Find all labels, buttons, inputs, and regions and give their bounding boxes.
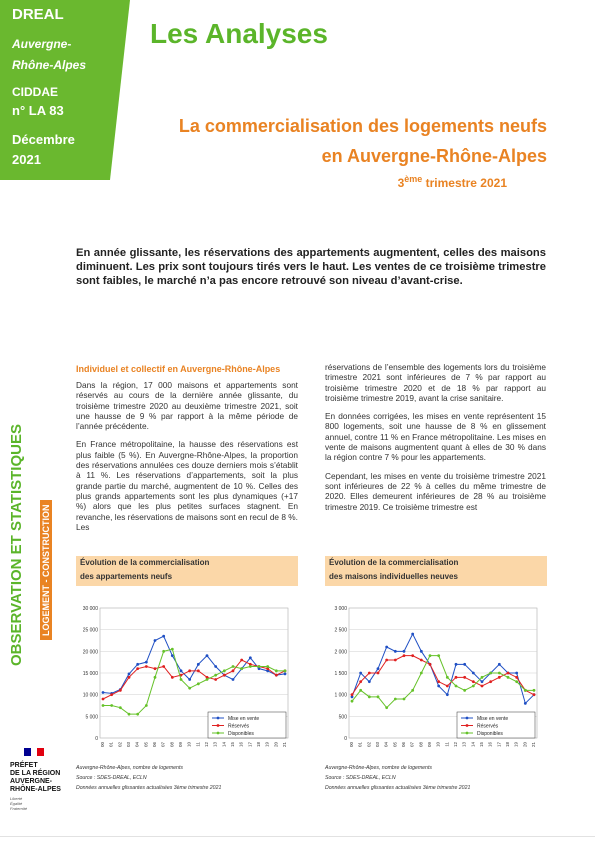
side-subtitle: LOGEMENT - CONSTRUCTION (40, 501, 52, 641)
data-point (411, 689, 414, 692)
chart-source-left (76, 763, 221, 793)
x-tick-label: 19 (513, 742, 519, 748)
prefet-line: DE LA RÉGION (10, 770, 61, 777)
data-point (385, 646, 388, 649)
data-point (145, 704, 148, 707)
data-point (515, 680, 518, 683)
x-tick-label: 07 (160, 742, 166, 748)
data-point (524, 702, 527, 705)
page-bottom-line (0, 836, 595, 837)
data-point (232, 678, 235, 681)
chart-title-line2: des maisons individuelles neuves (329, 572, 458, 581)
x-tick-label: 21 (282, 742, 287, 748)
data-point (385, 659, 388, 662)
source-line: Source : SDES-DREAL, ECLN (76, 775, 147, 781)
x-tick-label: 06 (152, 742, 157, 748)
devise (10, 796, 90, 811)
x-tick-label: 10 (435, 742, 441, 748)
data-point (162, 635, 165, 638)
collection-name: CIDDAE (12, 85, 59, 99)
body-column-left (76, 380, 298, 540)
data-point (223, 674, 226, 677)
legend-marker (466, 717, 469, 720)
data-point (472, 685, 475, 688)
y-tick-label: 20 000 (82, 649, 98, 656)
legend-label: Réservés (228, 723, 250, 730)
data-point (102, 691, 105, 694)
data-point (232, 669, 235, 672)
x-tick-label: 20 (273, 742, 279, 748)
data-point (188, 687, 191, 690)
chart-title-line2: des appartements neufs (80, 572, 173, 581)
data-point (498, 676, 501, 679)
data-point (420, 650, 423, 653)
issue-year: 2021 (12, 152, 41, 167)
y-tick-label: 3 000 (334, 606, 347, 612)
data-point (498, 663, 501, 666)
data-point (188, 669, 191, 672)
source-line: Données annuelles glissantes actualisées 3ème trimestre 2021 (76, 785, 222, 791)
side-title: OBSERVATION ET STATISTIQUES (8, 424, 25, 666)
prefet-line: RHÔNE-ALPES (10, 786, 61, 793)
x-tick-label: 15 (230, 742, 235, 748)
data-point (403, 650, 406, 653)
flag-white (31, 748, 38, 756)
data-point (351, 693, 354, 696)
data-point (110, 693, 113, 696)
chart-appartements (76, 556, 298, 756)
data-point (102, 698, 105, 701)
data-point (515, 676, 518, 679)
data-point (351, 700, 354, 703)
data-point (197, 663, 200, 666)
issue-month: Décembre (12, 132, 75, 147)
data-point (429, 663, 432, 666)
data-point (162, 665, 165, 668)
data-point (249, 665, 252, 668)
data-point (463, 676, 466, 679)
data-point (214, 678, 217, 681)
marianne-flag-icon (24, 748, 44, 756)
data-point (128, 713, 131, 716)
data-point (377, 672, 380, 675)
data-point (411, 654, 414, 657)
x-tick-label: 17 (247, 742, 253, 748)
x-tick-label: 09 (427, 742, 432, 748)
devise-line: Liberté (10, 796, 23, 801)
data-point (394, 650, 397, 653)
data-point (481, 680, 484, 683)
data-point (437, 680, 440, 683)
data-point (394, 698, 397, 701)
data-point (515, 672, 518, 675)
x-tick-label: 04 (383, 742, 389, 748)
x-tick-label: 01 (357, 742, 363, 748)
data-point (472, 672, 475, 675)
data-point (145, 665, 148, 668)
data-point (377, 667, 380, 670)
data-point (145, 661, 148, 664)
series-name: Les Analyses (150, 18, 328, 49)
legend-marker (217, 724, 220, 727)
chart-svg (76, 600, 298, 756)
data-point (249, 656, 252, 659)
x-tick-label: 12 (453, 742, 458, 748)
x-tick-label: 03 (126, 742, 131, 748)
devise-line: Égalité (10, 801, 23, 806)
x-tick-label: 09 (178, 742, 183, 748)
data-point (275, 669, 278, 672)
data-point (403, 698, 406, 701)
data-point (533, 693, 536, 696)
issue-number: n° LA 83 (12, 103, 64, 118)
legend-label: Disponibles (477, 731, 503, 737)
x-tick-label: 17 (496, 742, 502, 748)
data-point (359, 672, 362, 675)
data-point (136, 713, 139, 716)
data-point (136, 667, 139, 670)
flag-red (37, 748, 44, 756)
devise-line: Fraternité (10, 806, 28, 811)
data-point (102, 704, 105, 707)
legend-marker (466, 732, 469, 735)
chart-source-right (325, 763, 470, 793)
data-point (455, 676, 458, 679)
x-tick-label: 07 (409, 742, 415, 748)
data-point (411, 633, 414, 636)
x-tick-label: 16 (238, 742, 244, 748)
data-point (368, 680, 371, 683)
y-tick-label: 15 000 (82, 671, 98, 677)
x-tick-label: 08 (418, 742, 424, 748)
x-tick-label: 13 (461, 742, 467, 748)
data-point (154, 639, 157, 642)
prefet-line: AUVERGNE- (10, 778, 53, 785)
source-line: Auvergne-Rhône-Alpes, nombre de logements (325, 765, 432, 771)
x-tick-label: 18 (256, 742, 261, 748)
x-tick-label: 01 (108, 742, 114, 748)
y-tick-label: 1 500 (334, 671, 347, 677)
x-tick-label: 18 (505, 742, 510, 748)
paragraph: En données corrigées, les mises en vente représentent 15 800 logements, soit une hausse de 8 % en glissement annuel, contre 11 % en France métropolitaine. Les mises en vente de maisons augmentent quant à elles de 30 % dans la région contre 7 % pour les appartements. (325, 411, 546, 463)
data-point (171, 654, 174, 657)
x-tick-label: 11 (195, 742, 201, 747)
data-point (214, 665, 217, 668)
legend-label: Réservés (477, 723, 499, 730)
x-tick-label: 16 (487, 742, 493, 748)
data-point (223, 669, 226, 672)
y-tick-label: 1 000 (334, 692, 347, 699)
data-point (403, 654, 406, 657)
data-point (180, 669, 183, 672)
x-tick-label: 02 (366, 742, 372, 748)
legend-label: Mise en vente (228, 716, 260, 722)
prefet-name (10, 762, 90, 794)
data-point (162, 650, 165, 653)
data-point (128, 672, 131, 675)
data-point (266, 665, 269, 668)
prefet-logo (10, 748, 90, 811)
x-tick-label: 10 (186, 742, 192, 748)
data-point (368, 672, 371, 675)
data-point (171, 676, 174, 679)
data-point (119, 706, 122, 709)
chart-maisons (325, 556, 547, 756)
data-point (507, 672, 510, 675)
x-tick-label: 05 (143, 742, 149, 748)
section-heading: Individuel et collectif en Auvergne-Rhône-Alpes (76, 364, 281, 374)
data-point (154, 667, 157, 670)
paragraph: réservations de l’ensemble des logements lors du troisième trimestre 2021 sont inférieures de 7 % par rapport au troisième trimestre 2020 et de 18 % par rapport au troisième trimestre 2019, avant la crise sanitaire. (325, 362, 546, 403)
source-line: Données annuelles glissantes actualisées 3ème trimestre 2021 (325, 785, 471, 791)
data-point (455, 663, 458, 666)
legend-marker (217, 732, 220, 735)
data-point (275, 674, 278, 677)
region-line1: Auvergne- (12, 37, 72, 51)
data-point (284, 672, 287, 675)
y-tick-label: 500 (338, 714, 347, 721)
data-point (533, 689, 536, 692)
data-point (455, 685, 458, 688)
source-line: Auvergne-Rhône-Alpes, nombre de logements (76, 765, 183, 771)
x-tick-label: 15 (479, 742, 484, 748)
x-tick-label: 00 (100, 742, 105, 748)
x-tick-label: 03 (375, 742, 380, 748)
legend-label: Mise en vente (477, 716, 509, 722)
x-tick-label: 02 (117, 742, 123, 748)
paragraph: Dans la région, 17 000 maisons et appartements sont réservés au cours de la dernière année glissante, du troisième trimestre 2020 au deuxième trimestre 2021, soit une hausse de 9 % par rapport à la même période de l’année précédente. (76, 380, 298, 432)
data-point (368, 695, 371, 698)
paragraph: Cependant, les mises en vente du troisième trimestre 2021 sont inférieures de 22 % à celles du même trimestre de 2020. Elles demeurent inférieures de 28 % au troisième trimestre 2019. Ce troisième trimestre est (325, 470, 546, 512)
data-point (481, 685, 484, 688)
chart-title-line1: Évolution de la commercialisation (329, 558, 459, 567)
data-point (472, 680, 475, 683)
chart-header (76, 556, 298, 586)
data-point (136, 663, 139, 666)
data-point (197, 682, 200, 685)
data-point (128, 676, 131, 679)
x-tick-label: 00 (349, 742, 354, 748)
data-point (171, 648, 174, 651)
data-point (119, 689, 122, 692)
data-point (481, 676, 484, 679)
legend-label: Disponibles (228, 731, 254, 737)
x-tick-label: 19 (264, 742, 270, 748)
y-tick-label: 10 000 (82, 692, 98, 699)
data-point (206, 678, 209, 681)
data-point (489, 680, 492, 683)
data-point (420, 672, 423, 675)
data-point (284, 669, 287, 672)
y-tick-label: 2 500 (334, 627, 347, 634)
chart-title-line1: Évolution de la commercialisation (80, 558, 210, 567)
x-tick-label: 05 (392, 742, 398, 748)
flag-blue (24, 748, 31, 756)
x-tick-label: 21 (531, 742, 536, 748)
data-point (437, 685, 440, 688)
y-tick-label: 5 000 (85, 714, 98, 721)
data-point (463, 689, 466, 692)
data-point (206, 654, 209, 657)
y-tick-label: 25 000 (82, 627, 98, 634)
legend-marker (466, 724, 469, 727)
y-tick-label: 30 000 (82, 606, 98, 612)
region-line2: Rhône-Alpes (12, 58, 87, 72)
data-point (437, 654, 440, 657)
prefet-line: PRÉFET (10, 762, 38, 769)
data-point (489, 672, 492, 675)
y-tick-label: 2 000 (334, 649, 347, 656)
data-point (110, 704, 113, 707)
page-title-line2: en Auvergne-Rhône-Alpes (321, 146, 547, 166)
org-name: DREAL (12, 6, 64, 23)
data-point (463, 663, 466, 666)
data-point (197, 669, 200, 672)
data-point (180, 678, 183, 681)
data-point (498, 672, 501, 675)
x-tick-label: 14 (221, 742, 227, 748)
x-tick-label: 20 (522, 742, 528, 748)
data-point (446, 693, 449, 696)
source-line: Source : SDES-DREAL, ECLN (325, 775, 396, 781)
page-subtitle: 3ème trimestre 2021 (397, 174, 507, 190)
data-point (240, 659, 243, 662)
x-tick-label: 14 (470, 742, 476, 748)
paragraph: En France métropolitaine, la hausse des réservations est plus faible (5 %). En Auvergne-Rhône-Alpes, la proportion des réservations annulées ces douze derniers mois s’établit à 11 %. Les réservations d’appartements, soit la plus grande partie du marché, augmentent de 10 %. Celles des plus grands appartements sont les plus dynamiques (+17 %) alors que les plus petites surfaces stagnent. En revanche, les réservations de maisons sont en recul de 8 %. Les (76, 439, 298, 532)
chart-header (325, 556, 547, 586)
data-point (214, 674, 217, 677)
data-point (359, 689, 362, 692)
chart-svg (325, 600, 547, 756)
page-title-line1: La commercialisation des logements neufs (178, 116, 547, 136)
data-point (240, 667, 243, 670)
data-point (524, 689, 527, 692)
data-point (420, 659, 423, 662)
x-tick-label: 13 (212, 742, 218, 748)
x-tick-label: 06 (401, 742, 406, 748)
data-point (359, 680, 362, 683)
body-column-right (325, 362, 546, 520)
x-tick-label: 11 (444, 742, 450, 747)
header-band-corner (110, 0, 130, 180)
data-point (385, 706, 388, 709)
data-point (377, 695, 380, 698)
data-point (154, 676, 157, 679)
lead-paragraph: En année glissante, les réservations des appartements augmentent, celles des maisons diminuent. Les prix sont toujours tirés vers le haut. Les ventes de ce troisième trimestre sont faibles, le marché n’a pas encore retrouvé son niveau d’avant-crise. (76, 247, 546, 287)
x-tick-label: 04 (134, 742, 140, 748)
legend-marker (217, 717, 220, 720)
data-point (429, 654, 432, 657)
data-point (232, 665, 235, 668)
data-point (188, 678, 191, 681)
data-point (258, 665, 261, 668)
x-tick-label: 08 (169, 742, 175, 748)
y-tick-label: 0 (344, 736, 347, 742)
data-point (446, 685, 449, 688)
x-tick-label: 12 (204, 742, 209, 748)
data-point (446, 676, 449, 679)
data-point (507, 676, 510, 679)
data-point (394, 659, 397, 662)
y-tick-label: 0 (95, 736, 98, 742)
